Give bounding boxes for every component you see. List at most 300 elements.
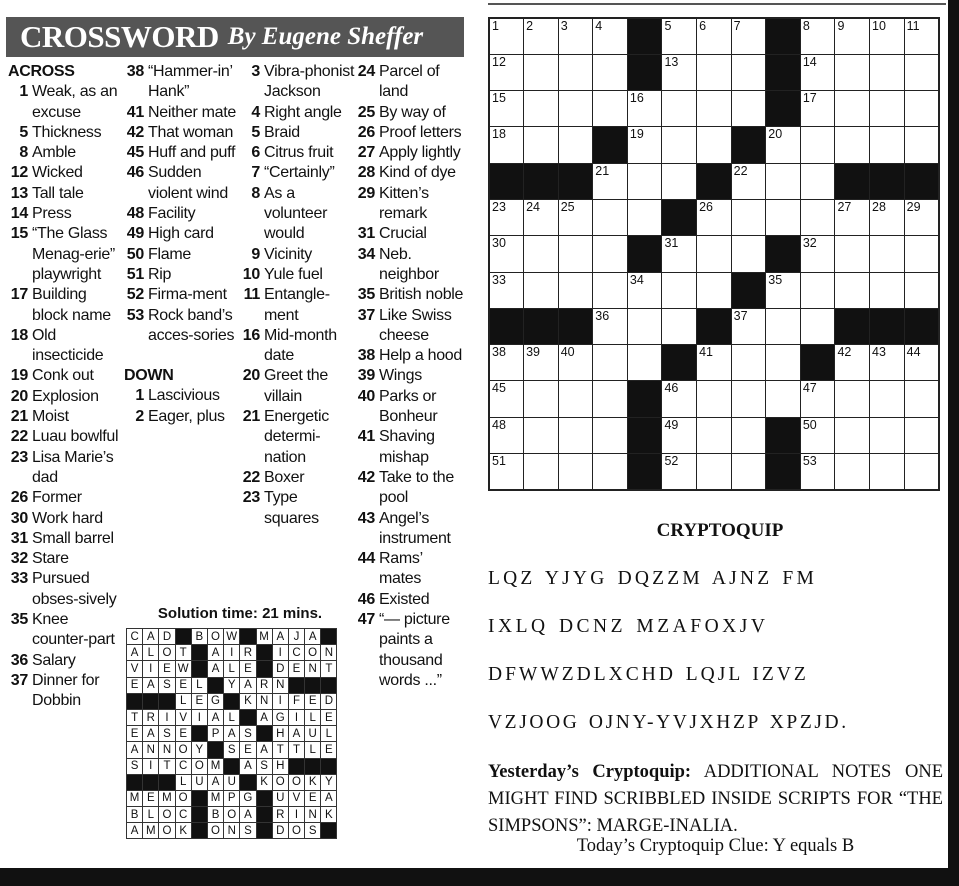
- grid-cell[interactable]: [904, 381, 939, 417]
- clue-number: 29: [357, 184, 375, 202]
- grid-cell[interactable]: [904, 236, 939, 272]
- grid-cell[interactable]: [800, 272, 835, 308]
- solution-black-square: [256, 807, 272, 823]
- clue-item: [124, 245, 240, 265]
- clue-item: [355, 285, 465, 305]
- grid-cell[interactable]: 27: [835, 199, 870, 235]
- grid-cell[interactable]: 39: [524, 345, 559, 381]
- clue-item: [8, 387, 120, 407]
- clue-number: 31: [10, 529, 28, 547]
- grid-cell[interactable]: 52: [662, 454, 697, 490]
- clue-number: 37: [357, 306, 375, 324]
- solution-row: [127, 693, 337, 709]
- grid-cell[interactable]: [697, 54, 732, 90]
- grid-cell[interactable]: 53: [800, 454, 835, 490]
- solution-black-square: [143, 774, 159, 790]
- grid-cell[interactable]: [835, 236, 870, 272]
- grid-cell[interactable]: [766, 381, 801, 417]
- solution-letter: C: [127, 629, 143, 645]
- clue-number: 42: [357, 468, 375, 486]
- black-square: [731, 272, 766, 308]
- grid-cell[interactable]: 29: [904, 199, 939, 235]
- solution-letter: A: [240, 677, 256, 693]
- clue-number: 27: [357, 144, 375, 162]
- clue-item: [8, 610, 120, 651]
- grid-cell[interactable]: [766, 199, 801, 235]
- grid-cell[interactable]: 44: [904, 345, 939, 381]
- solution-black-square: [127, 774, 143, 790]
- grid-cell[interactable]: 45: [489, 381, 524, 417]
- grid-cell[interactable]: [697, 417, 732, 453]
- grid-cell[interactable]: 22: [731, 163, 766, 199]
- grid-cell[interactable]: 4: [593, 18, 628, 54]
- clue-number: 50: [126, 245, 144, 263]
- grid-cell[interactable]: [593, 381, 628, 417]
- solution-letter: R: [272, 807, 288, 823]
- clue-text: Parcel of land: [379, 63, 440, 101]
- solution-grid: [126, 628, 337, 839]
- clue-text: Facility: [148, 205, 196, 223]
- solution-black-square: [191, 823, 207, 839]
- grid-cell[interactable]: 41: [697, 345, 732, 381]
- solution-black-square: [305, 758, 321, 774]
- solution-letter: E: [191, 693, 207, 709]
- solution-letter: A: [207, 709, 223, 725]
- clue-number: 10: [242, 265, 260, 283]
- black-square: [627, 18, 662, 54]
- grid-cell[interactable]: [870, 127, 905, 163]
- grid-cell[interactable]: 10: [870, 18, 905, 54]
- grid-cell[interactable]: [870, 91, 905, 127]
- solution-letter: T: [175, 645, 191, 661]
- black-square: [766, 91, 801, 127]
- clue-item: [124, 163, 240, 204]
- grid-cell[interactable]: [835, 54, 870, 90]
- clue-number: 32: [10, 550, 28, 568]
- black-square: [870, 308, 905, 344]
- grid-cell[interactable]: [870, 454, 905, 490]
- grid-cell[interactable]: [662, 308, 697, 344]
- clue-number: 20: [10, 387, 28, 405]
- grid-cell[interactable]: [558, 417, 593, 453]
- solution-letter: I: [143, 758, 159, 774]
- yesterday-answer: [488, 759, 943, 840]
- solution-black-square: [321, 629, 337, 645]
- grid-cell[interactable]: [731, 345, 766, 381]
- grid-cell[interactable]: [870, 381, 905, 417]
- grid-cell[interactable]: [593, 236, 628, 272]
- solution-black-square: [256, 661, 272, 677]
- grid-cell[interactable]: [731, 381, 766, 417]
- clue-number: 40: [357, 387, 375, 405]
- clue-text: Dinner for Dobbin: [32, 671, 100, 710]
- clue-item: [240, 366, 356, 407]
- solution-letter: A: [207, 774, 223, 790]
- grid-cell[interactable]: 12: [489, 54, 524, 90]
- grid-cell[interactable]: [904, 54, 939, 90]
- clue-item: [124, 285, 240, 305]
- grid-cell[interactable]: 47: [800, 381, 835, 417]
- grid-cell[interactable]: [558, 91, 593, 127]
- grid-cell[interactable]: [558, 454, 593, 490]
- solution-letter: E: [321, 709, 337, 725]
- clue-number: 3: [251, 63, 260, 80]
- solution-letter: T: [272, 742, 288, 758]
- grid-cell[interactable]: 32: [800, 236, 835, 272]
- grid-cell[interactable]: [593, 454, 628, 490]
- clue-text: Braid: [264, 123, 300, 141]
- solution-letter: Y: [321, 774, 337, 790]
- grid-cell[interactable]: [697, 454, 732, 490]
- grid-cell[interactable]: [558, 236, 593, 272]
- black-square: [627, 381, 662, 417]
- grid-cell[interactable]: 23: [489, 199, 524, 235]
- solution-black-square: [321, 758, 337, 774]
- solution-letter: O: [288, 774, 304, 790]
- clue-text: As a volunteer would: [264, 184, 328, 243]
- grid-cell[interactable]: 36: [593, 308, 628, 344]
- clue-item: [355, 184, 465, 225]
- grid-cell[interactable]: 14: [800, 54, 835, 90]
- clue-number: 46: [126, 164, 144, 182]
- grid-cell[interactable]: 24: [524, 199, 559, 235]
- grid-cell[interactable]: [731, 454, 766, 490]
- grid-cell[interactable]: [558, 54, 593, 90]
- grid-cell[interactable]: [662, 127, 697, 163]
- grid-cell[interactable]: 34: [627, 272, 662, 308]
- grid-cell[interactable]: [697, 272, 732, 308]
- grid-cell[interactable]: [558, 127, 593, 163]
- solution-letter: O: [305, 645, 321, 661]
- black-square: [731, 127, 766, 163]
- grid-cell[interactable]: 33: [489, 272, 524, 308]
- clue-item: [8, 326, 120, 367]
- grid-cell[interactable]: [766, 308, 801, 344]
- grid-cell[interactable]: 46: [662, 381, 697, 417]
- solution-letter: E: [240, 661, 256, 677]
- clue-item: [355, 143, 465, 163]
- grid-cell[interactable]: 30: [489, 236, 524, 272]
- clue-number: 8: [251, 184, 260, 202]
- solution-letter: M: [256, 629, 272, 645]
- clue-text: Mid-month date: [264, 326, 337, 365]
- grid-cell[interactable]: [558, 381, 593, 417]
- black-square: [593, 127, 628, 163]
- black-square: [766, 454, 801, 490]
- clue-item: [240, 184, 356, 245]
- clue-item: [355, 123, 465, 143]
- crossword-byline: By Eugene Sheffer: [227, 23, 424, 50]
- clue-item: [8, 671, 120, 712]
- grid-cell[interactable]: [593, 54, 628, 90]
- grid-cell[interactable]: 19: [627, 127, 662, 163]
- grid-cell[interactable]: [524, 127, 559, 163]
- clue-item: [124, 62, 240, 103]
- grid-cell[interactable]: 48: [489, 417, 524, 453]
- solution-letter: N: [272, 677, 288, 693]
- solution-letter: G: [207, 693, 223, 709]
- grid-cell[interactable]: 28: [870, 199, 905, 235]
- clue-item: [240, 123, 356, 143]
- grid-cell[interactable]: [731, 417, 766, 453]
- grid-cell[interactable]: 20: [766, 127, 801, 163]
- grid-cell[interactable]: [524, 454, 559, 490]
- solution-letter: Y: [191, 742, 207, 758]
- grid-cell[interactable]: [662, 163, 697, 199]
- grid-cell[interactable]: 25: [558, 199, 593, 235]
- grid-cell[interactable]: [593, 417, 628, 453]
- solution-letter: O: [272, 774, 288, 790]
- clue-number: 28: [357, 164, 375, 182]
- grid-cell[interactable]: [904, 272, 939, 308]
- clue-text: Wings: [379, 367, 422, 385]
- grid-cell[interactable]: [731, 236, 766, 272]
- clue-item: [355, 346, 465, 366]
- black-square: [766, 236, 801, 272]
- solution-letter: L: [175, 774, 191, 790]
- solution-row: [127, 677, 337, 693]
- grid-cell[interactable]: [627, 199, 662, 235]
- solution-row: [127, 774, 337, 790]
- grid-cell[interactable]: [662, 91, 697, 127]
- grid-cell[interactable]: 50: [800, 417, 835, 453]
- solution-letter: O: [224, 807, 240, 823]
- grid-cell[interactable]: [835, 417, 870, 453]
- clue-text: Type squares: [264, 489, 319, 527]
- clue-number: 20: [242, 367, 260, 385]
- solution-black-square: [159, 693, 175, 709]
- grid-cell[interactable]: [800, 199, 835, 235]
- grid-cell[interactable]: 8: [800, 18, 835, 54]
- clue-number: 2: [135, 407, 144, 425]
- solution-letter: P: [207, 726, 223, 742]
- solution-letter: A: [321, 790, 337, 806]
- grid-cell[interactable]: 1: [489, 18, 524, 54]
- grid-cell[interactable]: [593, 345, 628, 381]
- grid-cell[interactable]: [800, 163, 835, 199]
- solution-letter: S: [159, 726, 175, 742]
- grid-cell[interactable]: [524, 91, 559, 127]
- clue-text: Rip: [148, 265, 172, 283]
- grid-cell[interactable]: [904, 91, 939, 127]
- black-square: [766, 417, 801, 453]
- grid-cell[interactable]: [731, 91, 766, 127]
- clue-item: [240, 163, 356, 183]
- grid-cell[interactable]: [800, 127, 835, 163]
- grid-cell[interactable]: 21: [593, 163, 628, 199]
- clue-number: 12: [10, 164, 28, 182]
- clue-item: [240, 326, 356, 367]
- solution-black-square: [305, 677, 321, 693]
- grid-cell[interactable]: [870, 272, 905, 308]
- solution-letter: D: [272, 823, 288, 839]
- solution-black-square: [288, 677, 304, 693]
- grid-cell[interactable]: [697, 381, 732, 417]
- grid-cell[interactable]: [870, 236, 905, 272]
- grid-cell[interactable]: 6: [697, 18, 732, 54]
- grid-cell[interactable]: [904, 417, 939, 453]
- clue-item: [355, 590, 465, 610]
- clue-number: 1: [135, 387, 144, 405]
- black-square: [870, 163, 905, 199]
- solution-letter: O: [175, 742, 191, 758]
- clue-item: [355, 366, 465, 386]
- grid-cell[interactable]: [835, 454, 870, 490]
- solution-letter: E: [288, 661, 304, 677]
- grid-cell[interactable]: [524, 272, 559, 308]
- solution-letter: N: [321, 645, 337, 661]
- grid-cell[interactable]: [558, 272, 593, 308]
- grid-cell[interactable]: [800, 308, 835, 344]
- grid-cell[interactable]: [593, 91, 628, 127]
- grid-cell[interactable]: 11: [904, 18, 939, 54]
- grid-cell[interactable]: [697, 91, 732, 127]
- solution-row: [127, 726, 337, 742]
- grid-cell[interactable]: [835, 381, 870, 417]
- grid-cell[interactable]: 40: [558, 345, 593, 381]
- grid-cell[interactable]: 5: [662, 18, 697, 54]
- solution-letter: R: [143, 709, 159, 725]
- grid-cell[interactable]: [524, 381, 559, 417]
- cryptoquip-line: IXLQ DCNZ MZAFOXJV: [488, 616, 769, 637]
- clue-number: 49: [126, 225, 144, 243]
- solution-black-square: [191, 661, 207, 677]
- grid-cell[interactable]: [697, 127, 732, 163]
- grid-cell[interactable]: [835, 91, 870, 127]
- clue-item: [8, 184, 120, 204]
- solution-letter: N: [305, 807, 321, 823]
- grid-row: [489, 417, 939, 453]
- solution-row: [127, 823, 337, 839]
- grid-row: [489, 163, 939, 199]
- solution-letter: H: [272, 758, 288, 774]
- solution-black-square: [256, 790, 272, 806]
- grid-cell[interactable]: [904, 454, 939, 490]
- grid-cell[interactable]: 7: [731, 18, 766, 54]
- grid-cell[interactable]: [627, 345, 662, 381]
- grid-cell[interactable]: [662, 272, 697, 308]
- solution-letter: S: [240, 823, 256, 839]
- grid-cell[interactable]: [870, 417, 905, 453]
- grid-cell[interactable]: 17: [800, 91, 835, 127]
- grid-cell[interactable]: [593, 199, 628, 235]
- clue-number: 9: [251, 245, 260, 263]
- clue-number: 46: [357, 590, 375, 608]
- grid-cell[interactable]: 3: [558, 18, 593, 54]
- solution-letter: E: [127, 677, 143, 693]
- clue-item: [355, 163, 465, 183]
- grid-cell[interactable]: [524, 54, 559, 90]
- clue-number: 41: [357, 428, 375, 446]
- grid-cell[interactable]: 26: [697, 199, 732, 235]
- grid-cell[interactable]: 31: [662, 236, 697, 272]
- grid-cell[interactable]: [766, 163, 801, 199]
- clue-text: Boxer: [264, 468, 305, 486]
- solution-letter: N: [159, 742, 175, 758]
- grid-cell[interactable]: [524, 417, 559, 453]
- clue-item: [8, 448, 120, 489]
- clue-item: [8, 366, 120, 386]
- solution-letter: I: [288, 709, 304, 725]
- grid-cell[interactable]: [870, 54, 905, 90]
- clue-item: [355, 306, 465, 347]
- grid-row: [489, 272, 939, 308]
- grid-cell[interactable]: [766, 345, 801, 381]
- grid-cell[interactable]: 13: [662, 54, 697, 90]
- clue-item: [8, 529, 120, 549]
- solution-letter: A: [240, 758, 256, 774]
- clue-text: Rock band’s acces-sories: [148, 306, 235, 344]
- grid-cell[interactable]: [904, 127, 939, 163]
- solution-letter: F: [288, 693, 304, 709]
- grid-cell[interactable]: 43: [870, 345, 905, 381]
- grid-cell[interactable]: 2: [524, 18, 559, 54]
- grid-cell[interactable]: [731, 54, 766, 90]
- grid-cell[interactable]: 16: [627, 91, 662, 127]
- grid-cell[interactable]: [697, 236, 732, 272]
- grid-cell[interactable]: 15: [489, 91, 524, 127]
- clues-column-1: [8, 62, 120, 712]
- grid-cell[interactable]: 51: [489, 454, 524, 490]
- grid-cell[interactable]: [731, 199, 766, 235]
- solution-letter: E: [305, 790, 321, 806]
- solution-black-square: [321, 823, 337, 839]
- solution-letter: A: [127, 742, 143, 758]
- black-square: [800, 345, 835, 381]
- grid-cell[interactable]: 37: [731, 308, 766, 344]
- grid-cell[interactable]: [593, 272, 628, 308]
- solution-letter: I: [224, 645, 240, 661]
- grid-cell[interactable]: [835, 272, 870, 308]
- yesterday-label: Yesterday’s Cryptoquip:: [488, 762, 692, 782]
- solution-letter: E: [175, 677, 191, 693]
- clue-text: Flame: [148, 245, 191, 263]
- grid-cell[interactable]: 49: [662, 417, 697, 453]
- grid-cell[interactable]: 38: [489, 345, 524, 381]
- grid-cell[interactable]: [524, 236, 559, 272]
- page-frame-right: [948, 0, 959, 886]
- black-square: [627, 417, 662, 453]
- grid-cell[interactable]: 9: [835, 18, 870, 54]
- grid-cell[interactable]: 35: [766, 272, 801, 308]
- solution-letter: E: [240, 742, 256, 758]
- clue-item: [8, 143, 120, 163]
- clue-number: 47: [357, 611, 375, 629]
- clue-item: [355, 610, 465, 691]
- clue-item: [8, 651, 120, 671]
- clue-text: Salary: [32, 651, 76, 669]
- clue-item: [124, 386, 240, 406]
- clue-text: Neither mate: [148, 103, 236, 121]
- grid-cell[interactable]: [627, 163, 662, 199]
- solution-letter: L: [175, 693, 191, 709]
- grid-cell[interactable]: [835, 127, 870, 163]
- grid-cell[interactable]: 42: [835, 345, 870, 381]
- clue-number: 38: [126, 63, 144, 80]
- grid-row: [489, 381, 939, 417]
- solution-letter: A: [143, 629, 159, 645]
- grid-cell[interactable]: 18: [489, 127, 524, 163]
- clue-item: [8, 82, 120, 123]
- clue-text: Pursued obses-sively: [32, 570, 117, 608]
- clue-number: 31: [357, 225, 375, 243]
- grid-cell[interactable]: [627, 308, 662, 344]
- solution-letter: O: [159, 807, 175, 823]
- cryptoquip-title: CRYPTOQUIP: [656, 520, 784, 541]
- clue-text: Energetic determi-nation: [264, 408, 329, 466]
- clue-item: [8, 569, 120, 610]
- black-square: [558, 308, 593, 344]
